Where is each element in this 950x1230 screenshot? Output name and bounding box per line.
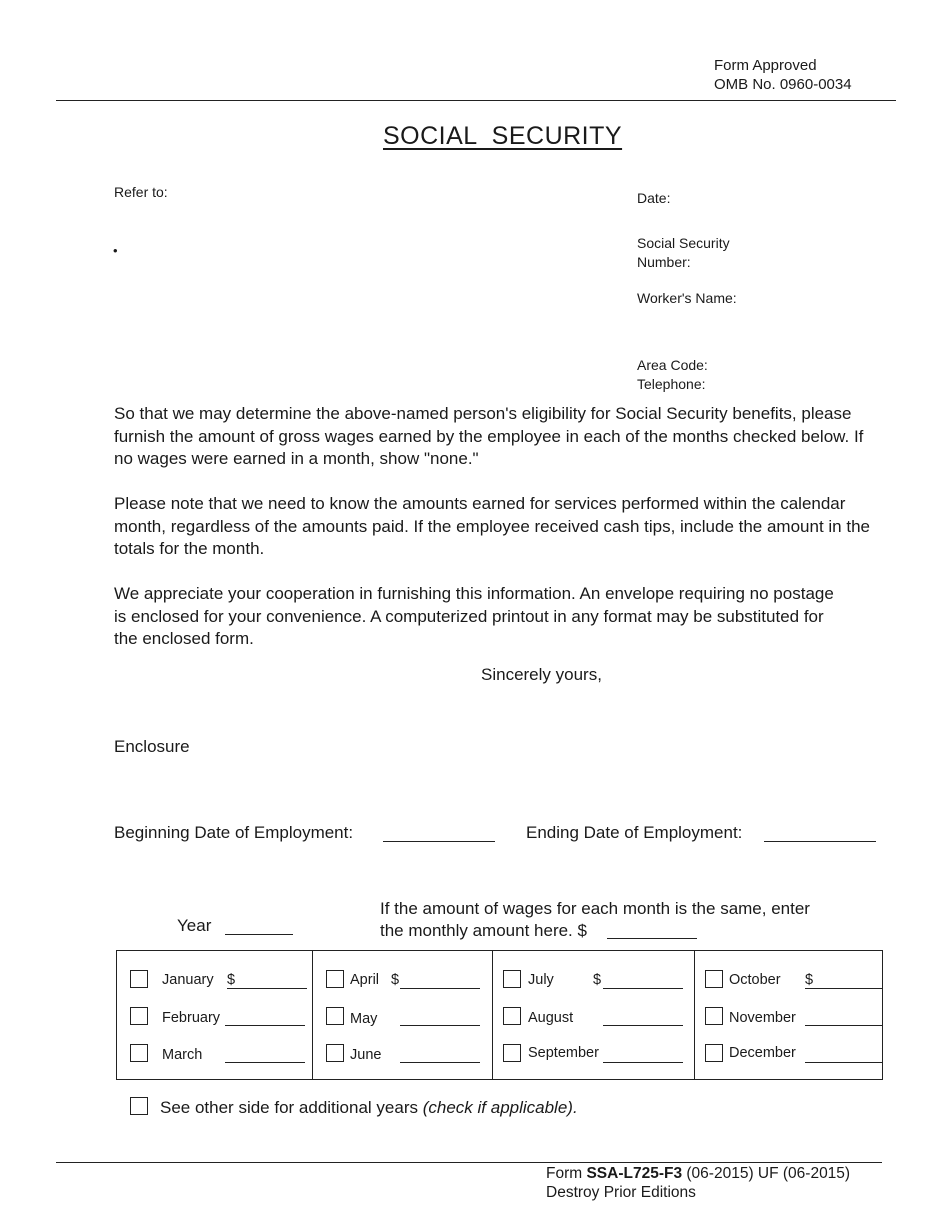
other-side-checkbox[interactable] — [130, 1097, 148, 1115]
ending-date-label: Ending Date of Employment: — [526, 823, 743, 842]
november-checkbox[interactable] — [705, 1007, 723, 1025]
beginning-date-label: Beginning Date of Employment: — [114, 823, 354, 842]
february-label: February — [162, 1010, 221, 1026]
form-revision: (06-2015) UF (06-2015) — [682, 1165, 851, 1182]
september-checkbox[interactable] — [503, 1044, 521, 1062]
same-amount-text-line1: If the amount of wages for each month is the same, enter — [380, 899, 810, 918]
march-amount-field[interactable] — [225, 1062, 305, 1063]
april-checkbox[interactable] — [326, 970, 344, 988]
december-amount-field[interactable] — [805, 1062, 882, 1063]
closing-text: Sincerely yours, — [481, 665, 602, 684]
beginning-date-field[interactable] — [383, 841, 495, 842]
column-divider — [694, 951, 695, 1079]
monthly-amount-field[interactable] — [607, 938, 697, 939]
form-approved-text: Form Approved — [714, 57, 817, 74]
year-field[interactable] — [225, 934, 293, 935]
page-title: SOCIAL SECURITY — [383, 122, 623, 150]
paragraph-cooperation: We appreciate your cooperation in furnishing this information. An envelope requiring no postage is enclosed for your convenience. A computerized printout in any format may be substituted for the enclosed form. — [114, 584, 834, 648]
form-number: SSA-L725-F3 — [586, 1165, 683, 1182]
november-label: November — [729, 1010, 796, 1026]
paragraph-eligibility: So that we may determine the above-named person's eligibility for Social Security benefits, please furnish the amount of gross wages earned by the employee in each of the months checked below. If no wages were earned in a month, show "none." — [114, 404, 864, 468]
may-amount-field[interactable] — [400, 1025, 480, 1026]
april-dollar-sign: $ — [391, 972, 400, 988]
october-checkbox[interactable] — [705, 970, 723, 988]
june-checkbox[interactable] — [326, 1044, 344, 1062]
august-amount-field[interactable] — [603, 1025, 683, 1026]
october-amount-field[interactable] — [805, 988, 882, 989]
july-dollar-sign: $ — [593, 972, 602, 988]
december-checkbox[interactable] — [705, 1044, 723, 1062]
march-label: March — [162, 1047, 203, 1063]
may-label: May — [350, 1011, 378, 1027]
omb-number: OMB No. 0960-0034 — [714, 76, 852, 93]
july-checkbox[interactable] — [503, 970, 521, 988]
header-divider — [56, 100, 896, 101]
bullet-mark: • — [113, 243, 118, 258]
year-label: Year — [177, 916, 212, 935]
enclosure-text: Enclosure — [114, 737, 190, 756]
other-side-label: See other side for additional years — [160, 1098, 423, 1117]
september-label: September — [528, 1045, 599, 1061]
area-code-label: Area Code: — [637, 357, 708, 373]
january-amount-field[interactable] — [227, 988, 307, 989]
ssn-label-line2: Number: — [637, 254, 691, 270]
august-checkbox[interactable] — [503, 1007, 521, 1025]
form-prefix: Form — [546, 1165, 587, 1182]
destroy-prior-editions: Destroy Prior Editions — [546, 1184, 696, 1201]
january-dollar-sign: $ — [227, 972, 236, 988]
october-label: October — [729, 972, 781, 988]
column-divider — [492, 951, 493, 1079]
july-label: July — [528, 972, 554, 988]
date-label: Date: — [637, 190, 671, 206]
paragraph-amounts: Please note that we need to know the amounts earned for services performed within the calendar month, regardless of the amounts paid. If the employee received cash tips, include the amount in the totals for the month. — [114, 494, 870, 558]
september-amount-field[interactable] — [603, 1062, 683, 1063]
december-label: December — [729, 1045, 796, 1061]
same-amount-text-line2: the monthly amount here. $ — [380, 921, 587, 940]
october-dollar-sign: $ — [805, 972, 814, 988]
november-amount-field[interactable] — [805, 1025, 882, 1026]
form-number-line — [546, 1164, 850, 1183]
february-checkbox[interactable] — [130, 1007, 148, 1025]
other-side-italic-note: (check if applicable). — [422, 1098, 578, 1117]
august-label: August — [528, 1010, 574, 1026]
january-label: January — [162, 972, 214, 988]
ssn-label-line1: Social Security — [637, 235, 730, 251]
january-checkbox[interactable] — [130, 970, 148, 988]
april-label: April — [350, 972, 380, 988]
may-checkbox[interactable] — [326, 1007, 344, 1025]
july-amount-field[interactable] — [603, 988, 683, 989]
april-amount-field[interactable] — [400, 988, 480, 989]
column-divider — [312, 951, 313, 1079]
footer-divider — [56, 1162, 882, 1163]
june-label: June — [350, 1047, 382, 1063]
refer-to-label: Refer to: — [114, 184, 168, 200]
ending-date-field[interactable] — [764, 841, 876, 842]
february-amount-field[interactable] — [225, 1025, 305, 1026]
telephone-label: Telephone: — [637, 376, 706, 392]
june-amount-field[interactable] — [400, 1062, 480, 1063]
worker-name-label: Worker's Name: — [637, 290, 737, 306]
other-side-text — [160, 1097, 578, 1120]
march-checkbox[interactable] — [130, 1044, 148, 1062]
